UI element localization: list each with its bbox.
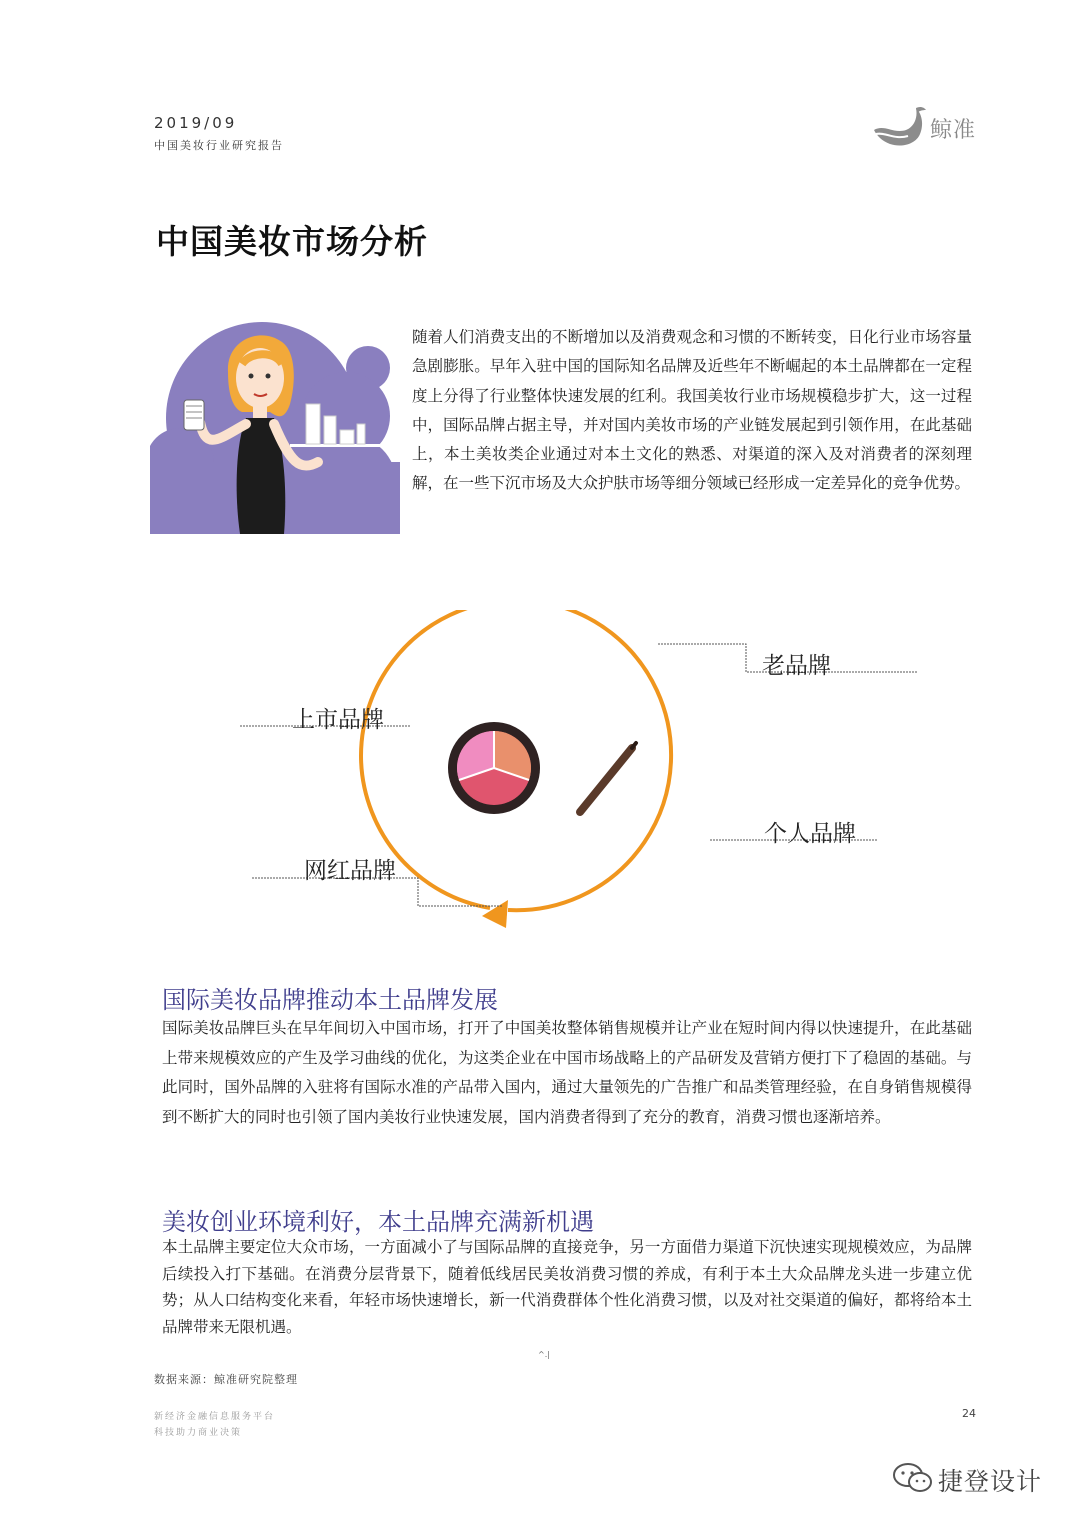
label-listed-brand: 上市品牌 bbox=[292, 707, 384, 733]
section-1-body bbox=[162, 1014, 972, 1132]
logo-text: 鲸准 bbox=[930, 118, 977, 143]
wechat-icon bbox=[892, 1461, 934, 1499]
section-2-text: 本土品牌主要定位大众市场，一方面减小了与国际品牌的直接竞争，另一方面借力渠道下沉快速实现规模效应，为品牌后续投入打下基础。在消费分层背景下，随着低线居民美妆消费习惯的养成，有利于本土大众品牌龙头进一步建立优势；从人口结构变化来看，年轻市场快速增长，新一代消费群体个性化消费习惯，以及对社交渠道的偏好，都将给本土品牌带来无限机遇。 bbox=[162, 1238, 972, 1336]
eyeshadow-compact-icon bbox=[448, 722, 540, 814]
section-1-title: 国际美妆品牌推动本土品牌发展 bbox=[162, 986, 498, 1014]
whale-logo-icon bbox=[872, 104, 932, 150]
label-personal-brand: 个人品牌 bbox=[764, 821, 856, 847]
label-influencer-brand: 网红品牌 bbox=[304, 858, 396, 884]
watermark-text: 捷登设计 bbox=[938, 1467, 1043, 1496]
intro-paragraph bbox=[412, 323, 972, 499]
report-subtitle: 中国美妆行业研究报告 bbox=[154, 139, 284, 152]
label-old-brand: 老品牌 bbox=[762, 653, 831, 679]
section-2-body bbox=[162, 1234, 972, 1340]
report-date: 2019/09 bbox=[154, 114, 238, 132]
cycle-arrowhead bbox=[482, 900, 508, 928]
page-title: 中国美妆市场分析 bbox=[156, 222, 428, 261]
section-2-title: 美妆创业环境利好，本土品牌充满新机遇 bbox=[162, 1208, 594, 1236]
eye-pencil-icon bbox=[580, 743, 636, 812]
intro-text: 随着人们消费支出的不断增加以及消费观念和习惯的不断转变，日化行业市场容量急剧膨胀。早年入驻中国的国际知名品牌及近些年不断崛起的本土品牌都在一定程度上分得了行业整体快速发展的红利。我国美妆行业市场规模稳步扩大，这一过程中，国际品牌占据主导，并对国内美妆市场的产业链发展起到引领作用，在此基础上，本土美妆类企业通过对本土文化的熟悉、对渠道的深入及对消费者的深刻理解，在一些下沉市场及大众护肤市场等细分领域已经形成一定差异化的竞争优势。 bbox=[412, 328, 972, 493]
page-number: 24 bbox=[962, 1407, 976, 1420]
data-source: 数据来源：鲸准研究院整理 bbox=[154, 1373, 298, 1386]
section-1-text: 国际美妆品牌巨头在早年间切入中国市场，打开了中国美妆整体销售规模并让产业在短时间内得以快速提升，在此基础上带来规模效应的产生及学习曲线的优化，为这类企业在中国市场战略上的产品研发及营销方便打下了稳固的基础。与此同时，国外品牌的入驻将有国际水准的产品带入国内，通过大量领先的广告推广和品类管理经验，在自身销售规模得到不断扩大的同时也引领了国内美妆行业快速发展，国内消费者得到了充分的教育，消费习惯也逐渐培养。 bbox=[162, 1019, 972, 1126]
footer-line-1: 新经济金融信息服务平台 bbox=[154, 1412, 276, 1422]
footer-line-2: 科技助力商业决策 bbox=[154, 1428, 243, 1438]
page-mark: ^.| bbox=[538, 1350, 550, 1359]
woman-illustration bbox=[150, 312, 400, 534]
